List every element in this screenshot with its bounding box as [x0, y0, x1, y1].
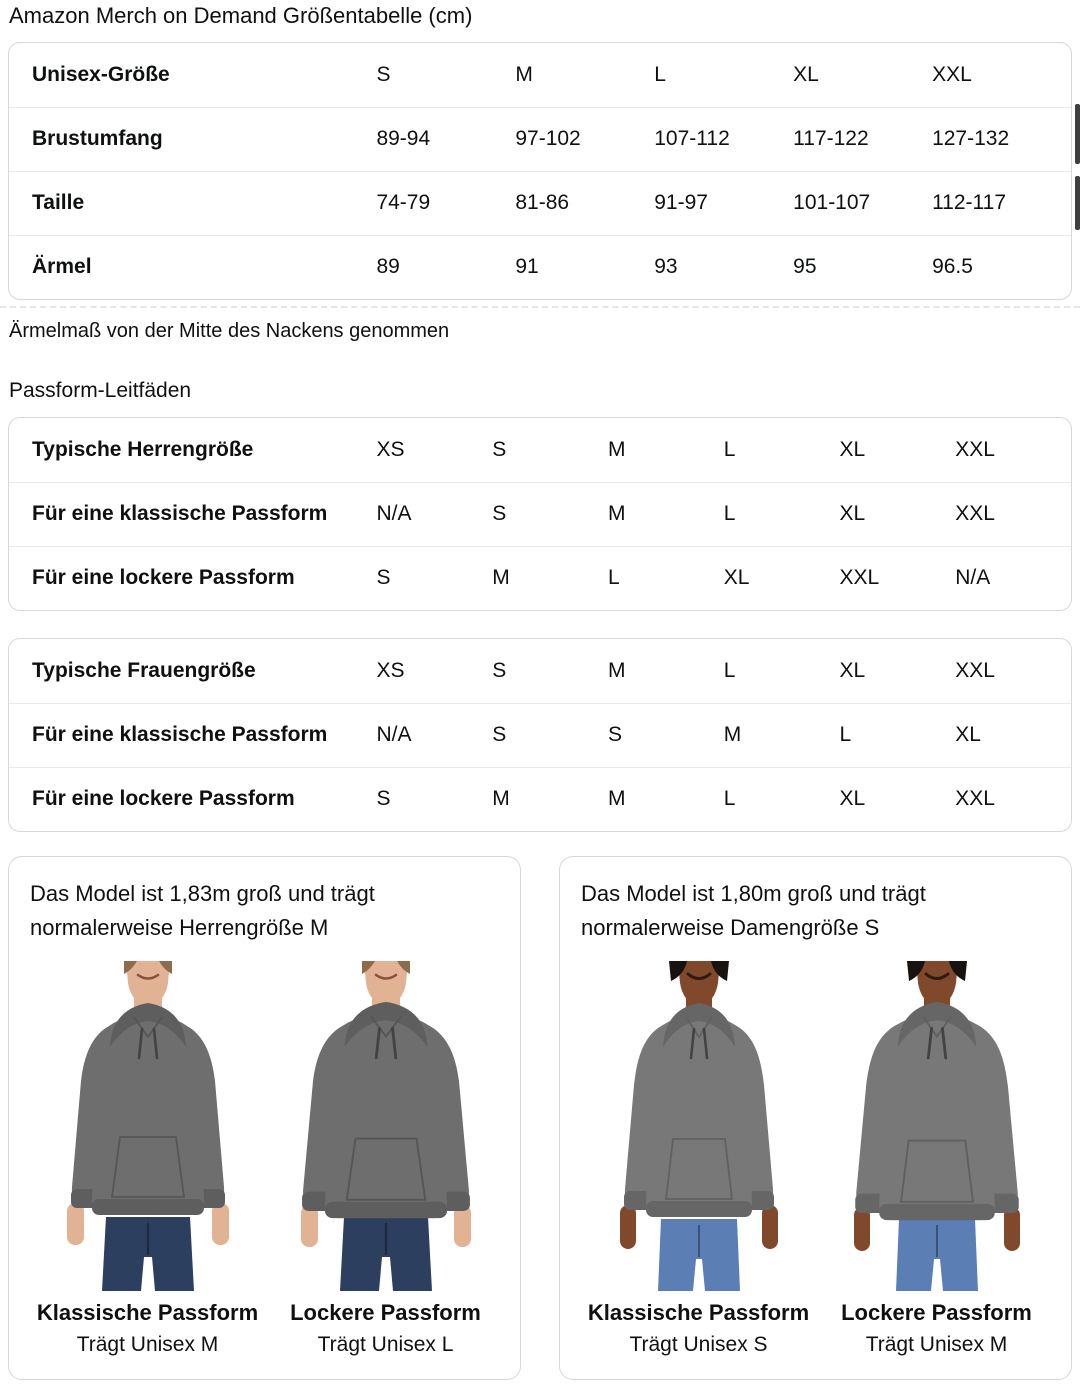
size-cell: 117-122 — [793, 107, 932, 171]
size-cell: M — [608, 482, 724, 546]
size-cell: 112-117 — [932, 171, 1071, 235]
size-cell: L — [723, 437, 736, 461]
wears-caption: Trägt Unisex S — [629, 1333, 768, 1356]
row-label: Taille — [9, 171, 376, 235]
page-title: Amazon Merch on Demand Größentabelle (cm) — [9, 3, 473, 28]
size-cell: XL — [839, 482, 955, 546]
size-cell: XS — [376, 658, 405, 682]
size-cell: L — [724, 767, 840, 831]
photo-block-loose — [272, 961, 500, 1357]
dashed-divider — [0, 306, 1080, 308]
table-row — [9, 235, 1071, 299]
model-cards-row — [8, 856, 1072, 1380]
sleeve-footnote: Ärmelmaß von der Mitte des Nackens genommen — [9, 320, 450, 342]
size-cell: S — [376, 546, 492, 610]
size-cell: M — [607, 658, 626, 682]
size-cell: 93 — [654, 235, 793, 299]
size-cell: XS — [376, 437, 405, 461]
row-label: Für eine lockere Passform — [9, 767, 376, 831]
fit-caption: Lockere Passform — [290, 1300, 481, 1325]
table-scrollbar-thumb[interactable] — [1075, 104, 1080, 164]
size-cell: N/A — [376, 482, 492, 546]
mens-fit-table — [8, 417, 1072, 611]
female-model-card — [559, 856, 1072, 1380]
wears-caption: Trägt Unisex L — [317, 1333, 454, 1356]
size-cell: N/A — [955, 546, 1071, 610]
wears-caption: Trägt Unisex M — [865, 1333, 1008, 1356]
table-row — [9, 767, 1071, 831]
fit-caption: Klassische Passform — [587, 1300, 810, 1325]
hoodie-shape — [624, 1003, 774, 1217]
size-cell: XL — [839, 658, 866, 682]
table-scrollbar-thumb[interactable] — [1075, 176, 1080, 230]
hoodie-shape — [855, 1002, 1019, 1220]
female-model-photo-classic-fit — [585, 961, 813, 1291]
size-cell: S — [492, 658, 507, 682]
size-cell: XL — [793, 62, 819, 86]
size-cell: XXL — [955, 482, 1071, 546]
womens-fit-table — [8, 638, 1072, 832]
size-cell: 89-94 — [376, 107, 515, 171]
table-row — [9, 639, 1071, 703]
hoodie-shape — [302, 1002, 470, 1218]
size-cell: 89 — [376, 235, 515, 299]
size-cell: XL — [839, 437, 866, 461]
size-cell: M — [492, 767, 608, 831]
size-cell: XXL — [955, 437, 995, 461]
size-cell: M — [492, 546, 608, 610]
size-cell: XXL — [839, 546, 955, 610]
size-cell: L — [839, 703, 955, 767]
size-cell: N/A — [376, 703, 492, 767]
size-cell: 101-107 — [793, 171, 932, 235]
size-cell: S — [492, 437, 507, 461]
size-cell: S — [492, 482, 608, 546]
size-cell: M — [515, 62, 533, 86]
size-cell: 74-79 — [376, 171, 515, 235]
female-model-photo-loose-fit — [823, 961, 1051, 1291]
table-row — [9, 482, 1071, 546]
size-cell: 91 — [515, 235, 654, 299]
table-row — [9, 703, 1071, 767]
table-row — [9, 43, 1071, 107]
male-model-photo-classic-fit — [34, 961, 262, 1291]
table-row-scrollable[interactable] — [9, 171, 1071, 235]
row-label: Typische Frauengröße — [32, 658, 256, 682]
size-cell: XL — [839, 767, 955, 831]
size-cell: XL — [724, 546, 840, 610]
fit-caption: Lockere Passform — [841, 1300, 1032, 1325]
model-description: Das Model ist 1,83m groß und trägt normalerweise Herrengröße M — [30, 881, 375, 940]
size-cell: XXL — [955, 767, 1071, 831]
photo-block-classic — [585, 961, 813, 1357]
size-cell: S — [376, 62, 391, 86]
size-cell: 95 — [793, 235, 932, 299]
row-label: Für eine klassische Passform — [9, 703, 376, 767]
row-label: Brustumfang — [9, 107, 376, 171]
row-label: Für eine klassische Passform — [9, 482, 376, 546]
row-label: Unisex-Größe — [32, 62, 170, 86]
male-model-card — [8, 856, 521, 1380]
model-photos — [30, 961, 503, 1357]
size-cell: L — [654, 62, 666, 86]
fit-caption: Klassische Passform — [36, 1300, 259, 1325]
size-cell: S — [608, 703, 724, 767]
size-cell: L — [723, 658, 736, 682]
size-cell: 97-102 — [515, 107, 654, 171]
model-photos — [581, 961, 1054, 1357]
fit-guides-heading: Passform-Leitfäden — [9, 379, 192, 402]
table-row-scrollable[interactable] — [9, 107, 1071, 171]
photo-block-classic — [34, 961, 262, 1357]
size-cell: M — [724, 703, 840, 767]
size-cell: XXL — [955, 658, 995, 682]
size-cell: 91-97 — [654, 171, 793, 235]
size-cell: 127-132 — [932, 107, 1071, 171]
model-description: Das Model ist 1,80m groß und trägt normalerweise Damengröße S — [581, 881, 926, 940]
size-cell: 96.5 — [932, 235, 1071, 299]
wears-caption: Trägt Unisex M — [76, 1333, 219, 1356]
male-model-photo-loose-fit — [272, 961, 500, 1291]
row-label: Typische Herrengröße — [32, 437, 254, 461]
row-label: Ärmel — [9, 235, 376, 299]
size-cell: S — [376, 767, 492, 831]
hoodie-shape — [71, 1003, 225, 1215]
size-cell: L — [724, 482, 840, 546]
size-cell: S — [492, 703, 608, 767]
size-cell: M — [607, 437, 626, 461]
size-cell: 81-86 — [515, 171, 654, 235]
unisex-size-table — [8, 42, 1072, 300]
row-label: Für eine lockere Passform — [9, 546, 376, 610]
table-row — [9, 418, 1071, 482]
size-cell: L — [608, 546, 724, 610]
photo-block-loose — [823, 961, 1051, 1357]
table-row — [9, 546, 1071, 610]
size-cell: 107-112 — [654, 107, 793, 171]
size-cell: M — [608, 767, 724, 831]
size-cell: XXL — [932, 62, 972, 86]
size-cell: XL — [955, 703, 1071, 767]
